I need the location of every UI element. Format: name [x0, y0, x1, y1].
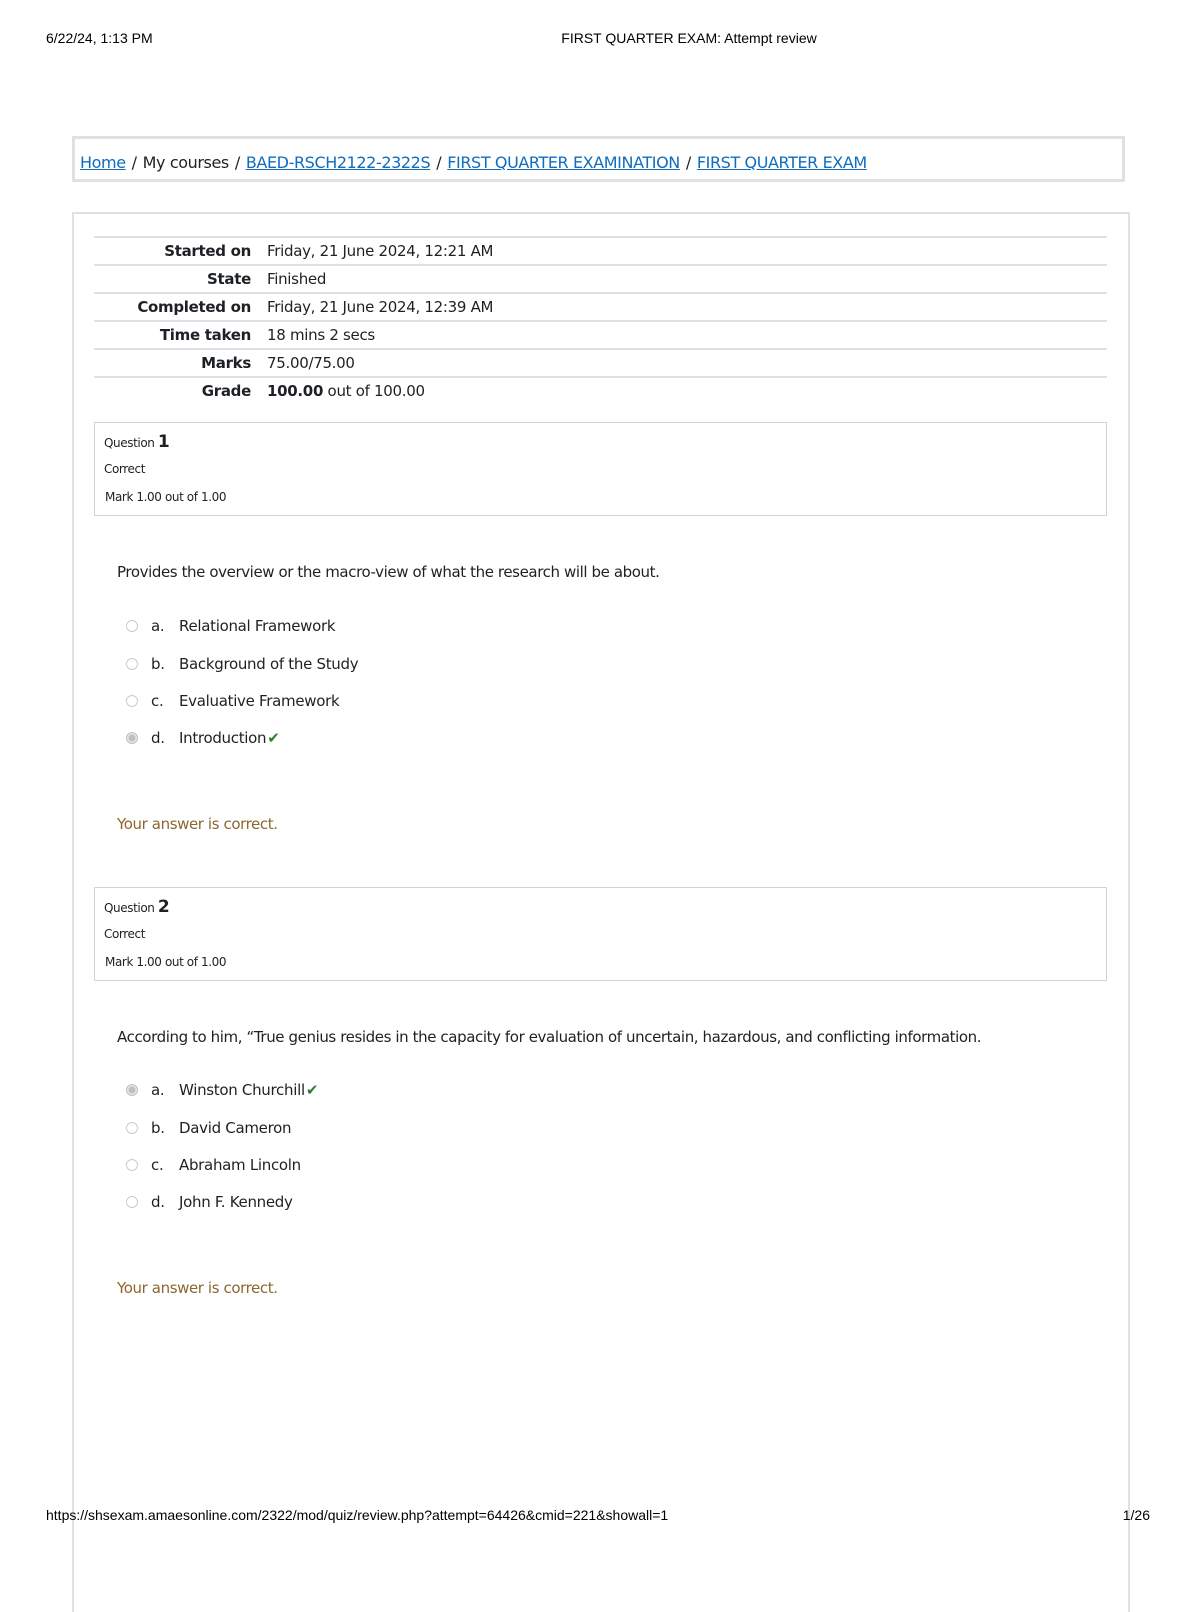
radio-button-checked[interactable]	[126, 1084, 138, 1096]
radio-button[interactable]	[126, 658, 138, 670]
grade-value: 100.00	[267, 382, 324, 400]
question-prefix: Question	[104, 901, 155, 915]
summary-label: Started on	[94, 237, 267, 265]
option-text	[179, 1081, 318, 1099]
summary-value: Friday, 21 June 2024, 12:39 AM	[267, 293, 1107, 321]
question-info-box	[94, 422, 1107, 516]
summary-value	[267, 377, 1107, 404]
radio-button-checked[interactable]	[126, 732, 138, 744]
breadcrumb-separator: /	[234, 153, 240, 172]
option-letter: d.	[151, 729, 165, 747]
breadcrumb-quiz-link[interactable]: FIRST QUARTER EXAM	[696, 153, 867, 172]
breadcrumb-course-link[interactable]: BAED-RSCH2122-2322S	[245, 153, 431, 172]
print-header	[0, 30, 1200, 50]
breadcrumb	[80, 153, 867, 172]
summary-value: Finished	[267, 265, 1107, 293]
question-mark: Mark 1.00 out of 1.00	[105, 955, 227, 969]
question-mark: Mark 1.00 out of 1.00	[105, 490, 227, 504]
option-letter: b.	[151, 1119, 165, 1137]
summary-value: 75.00/75.00	[267, 349, 1107, 377]
radio-button[interactable]	[126, 1122, 138, 1134]
breadcrumb-home-link[interactable]: Home	[80, 153, 126, 172]
option-text	[179, 729, 280, 747]
radio-button[interactable]	[126, 695, 138, 707]
question-text: According to him, “True genius resides in the capacity for evaluation of uncertain, hazardous, and conflicting information.	[117, 1028, 982, 1046]
summary-label: State	[94, 265, 267, 293]
summary-row-started	[94, 237, 1107, 265]
radio-button[interactable]	[126, 620, 138, 632]
radio-button[interactable]	[126, 1196, 138, 1208]
option-letter: a.	[151, 1081, 165, 1099]
print-title: FIRST QUARTER EXAM: Attempt review	[561, 30, 817, 46]
summary-row-time-taken	[94, 321, 1107, 349]
summary-label: Completed on	[94, 293, 267, 321]
option-text: Evaluative Framework	[179, 692, 340, 710]
option-text: Abraham Lincoln	[179, 1156, 301, 1174]
option-text: John F. Kennedy	[179, 1193, 293, 1211]
summary-value: 18 mins 2 secs	[267, 321, 1107, 349]
summary-label: Grade	[94, 377, 267, 404]
print-url: https://shsexam.amaesonline.com/2322/mod/quiz/review.php?attempt=64426&cmid=221&showall=1	[46, 1507, 669, 1523]
breadcrumb-container	[72, 136, 1125, 182]
summary-label: Time taken	[94, 321, 267, 349]
breadcrumb-my-courses: My courses	[142, 153, 229, 172]
option-letter: c.	[151, 692, 164, 710]
question-state: Correct	[104, 927, 145, 941]
option-letter: c.	[151, 1156, 164, 1174]
print-footer	[0, 1507, 1200, 1527]
question-number	[104, 432, 169, 452]
option-text: David Cameron	[179, 1119, 292, 1137]
summary-row-marks	[94, 349, 1107, 377]
option-label: Introduction	[179, 729, 267, 747]
summary-row-state	[94, 265, 1107, 293]
question-number	[104, 897, 169, 917]
answer-feedback: Your answer is correct.	[117, 1279, 278, 1297]
print-date: 6/22/24, 1:13 PM	[46, 30, 153, 46]
question-info-box	[94, 887, 1107, 981]
answer-feedback: Your answer is correct.	[117, 815, 278, 833]
question-prefix: Question	[104, 436, 155, 450]
summary-row-grade	[94, 377, 1107, 404]
summary-row-completed	[94, 293, 1107, 321]
option-text: Background of the Study	[179, 655, 359, 673]
radio-button[interactable]	[126, 1159, 138, 1171]
question-number-value: 2	[157, 897, 170, 917]
check-icon: ✔	[305, 1081, 319, 1099]
breadcrumb-separator: /	[436, 153, 442, 172]
attempt-summary-table	[94, 236, 1107, 404]
question-state: Correct	[104, 462, 145, 476]
breadcrumb-separator: /	[685, 153, 691, 172]
check-icon: ✔	[267, 729, 280, 747]
summary-label: Marks	[94, 349, 267, 377]
option-letter: a.	[151, 617, 165, 635]
page-number: 1/26	[1122, 1507, 1150, 1523]
option-letter: b.	[151, 655, 165, 673]
option-text: Relational Framework	[179, 617, 336, 635]
breadcrumb-section-link[interactable]: FIRST QUARTER EXAMINATION	[447, 153, 680, 172]
question-text: Provides the overview or the macro-view of what the research will be about.	[117, 563, 660, 581]
grade-out-of: out of 100.00	[323, 382, 425, 400]
option-letter: d.	[151, 1193, 165, 1211]
question-number-value: 1	[157, 432, 170, 452]
breadcrumb-separator: /	[131, 153, 137, 172]
option-label: Winston Churchill	[179, 1081, 305, 1099]
summary-value: Friday, 21 June 2024, 12:21 AM	[267, 237, 1107, 265]
